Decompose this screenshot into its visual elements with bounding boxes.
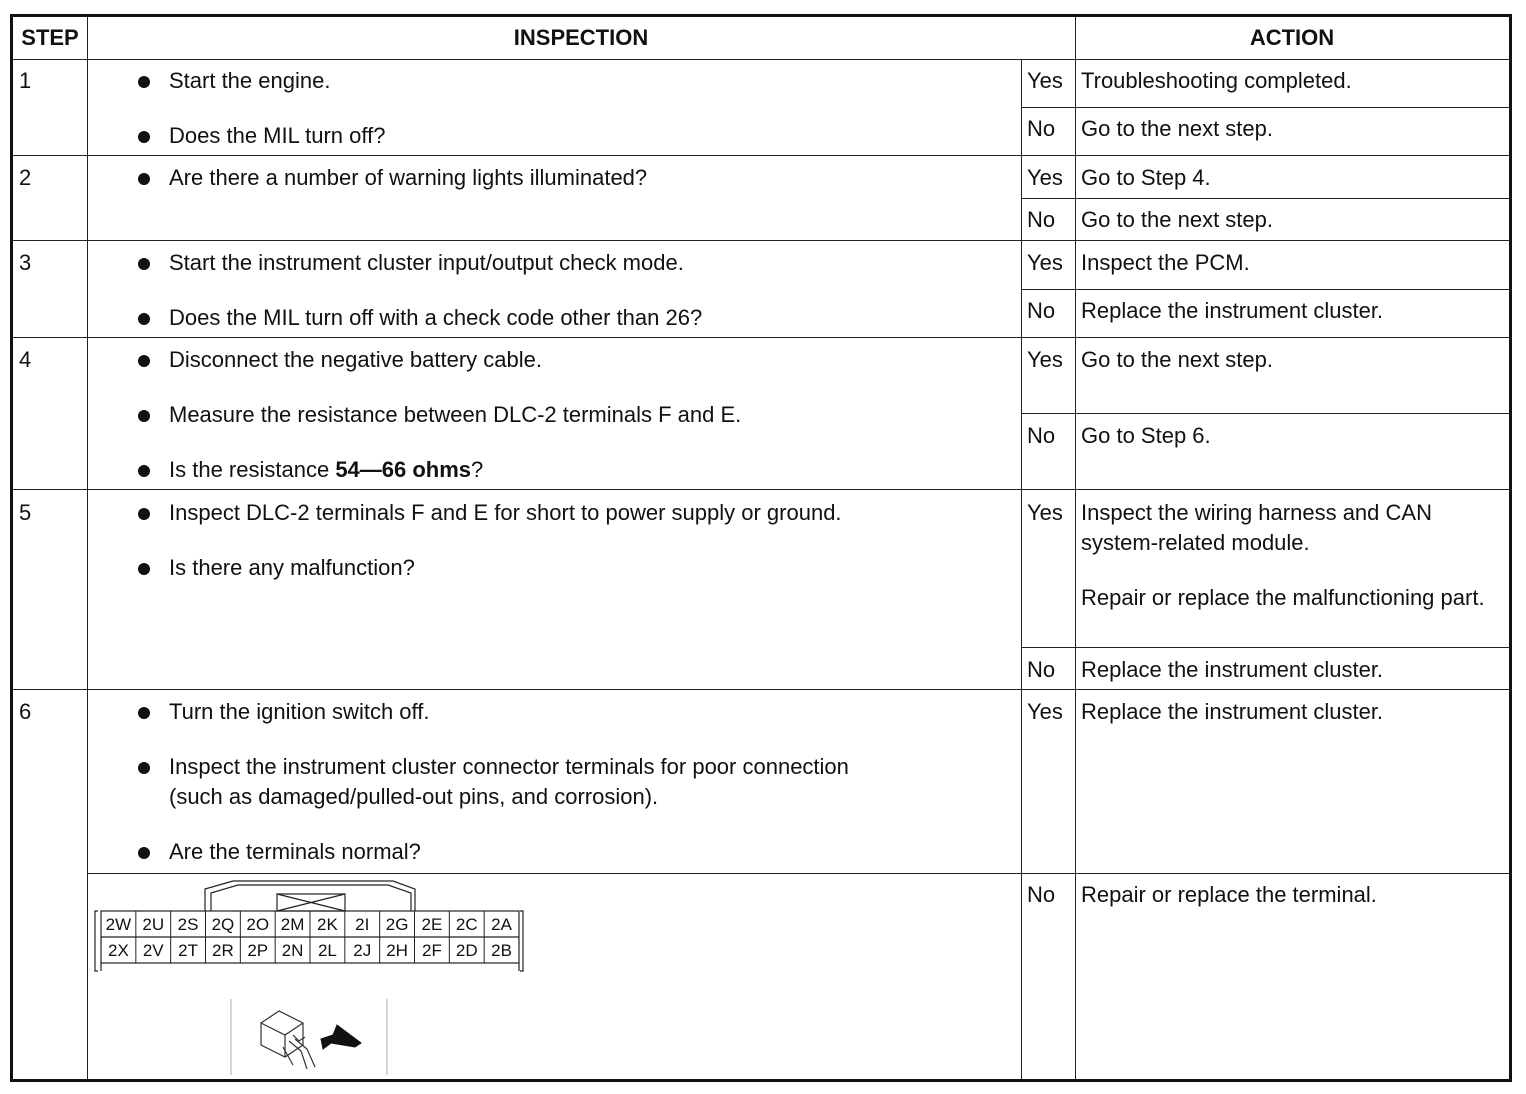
pin-label: 2H (386, 941, 408, 960)
no-label: No (1027, 116, 1056, 141)
check-suffix: ? (471, 457, 484, 482)
inspection-table (10, 14, 1512, 1082)
no-action: Repair or replace the terminal. (1081, 882, 1377, 907)
pin-label: 2X (108, 941, 129, 960)
row-rule (13, 337, 1509, 338)
pin-label: 2B (491, 941, 512, 960)
yes-label: Yes (1027, 250, 1063, 275)
yes-no-rule (1021, 289, 1509, 290)
check-text: Turn the ignition switch off. (169, 699, 430, 724)
yes-action-2: Repair or replace the malfunctioning part. (1081, 585, 1485, 610)
check-text: Inspect the instrument cluster connector terminals for poor connection (169, 754, 849, 779)
pin-label: 2D (455, 941, 478, 960)
pin-label: 2N (281, 941, 304, 960)
yes-label: Yes (1027, 500, 1063, 525)
pin-label: 2O (246, 915, 270, 934)
pin-label: 2K (317, 915, 338, 934)
pin-label: 2W (105, 915, 132, 934)
step-number: 1 (19, 68, 32, 93)
no-label: No (1027, 657, 1056, 682)
pin-label: 2V (142, 941, 164, 960)
check-text-resistance (169, 455, 483, 485)
yes-action: Go to the next step. (1081, 347, 1274, 372)
step-number: 2 (19, 165, 32, 190)
bullet-icon (138, 762, 150, 774)
pin-label: 2M (280, 915, 305, 934)
yes-action: Inspect the wiring harness and CAN system-related module. (1081, 500, 1432, 555)
pin-label: 2T (178, 941, 199, 960)
yes-action: Go to Step 4. (1081, 165, 1211, 190)
yes-label: Yes (1027, 165, 1063, 190)
no-action: Go to the next step. (1081, 116, 1274, 141)
bullet-icon (138, 313, 150, 325)
no-label: No (1027, 423, 1056, 448)
pin-label: 2E (421, 915, 443, 934)
pin-label: 2P (247, 941, 269, 960)
bullet-icon (138, 355, 150, 367)
action-col-rule (1075, 17, 1076, 1079)
bullet-icon (138, 563, 150, 575)
yes-no-rule (1021, 647, 1509, 648)
bullet-icon (138, 465, 150, 477)
bullet-icon (138, 258, 150, 270)
check-text: Inspect DLC-2 terminals F and E for short to power supply or ground. (169, 500, 842, 525)
no-action: Replace the instrument cluster. (1081, 298, 1384, 323)
pin-label: 2S (177, 915, 199, 934)
no-action: Replace the instrument cluster. (1081, 657, 1384, 682)
yes-label: Yes (1027, 347, 1063, 372)
step-col-rule (87, 17, 88, 1079)
check-text-continued: (such as damaged/pulled-out pins, and corrosion). (169, 784, 659, 809)
check-text: Start the instrument cluster input/output check mode. (169, 250, 684, 275)
resistance-spec: 54—66 ohms (335, 457, 472, 482)
row-rule (13, 155, 1509, 156)
no-action: Go to the next step. (1081, 207, 1274, 232)
pin-label: 2L (317, 941, 337, 960)
check-text: Does the MIL turn off with a check code other than 26? (169, 305, 703, 330)
no-action: Go to Step 6. (1081, 423, 1211, 448)
yesno-col-rule (1021, 59, 1022, 1079)
yes-no-rule (1021, 198, 1509, 199)
header-rule (13, 59, 1509, 60)
row-rule (13, 689, 1509, 690)
yes-no-rule (1021, 107, 1509, 108)
pin-label: 2C (455, 915, 478, 934)
pin-label: 2A (491, 915, 512, 934)
check-text: Does the MIL turn off? (169, 123, 386, 148)
check-text: Are the terminals normal? (169, 839, 421, 864)
bullet-icon (138, 173, 150, 185)
yes-action: Replace the instrument cluster. (1081, 699, 1384, 724)
yes-action: Inspect the PCM. (1081, 250, 1250, 275)
check-text: Start the engine. (169, 68, 331, 93)
bullet-icon (138, 76, 150, 88)
pin-label: 2R (212, 941, 234, 960)
check-text: Are there a number of warning lights illuminated? (169, 165, 648, 190)
pin-label: 2Q (211, 915, 235, 934)
header-action: ACTION (1249, 25, 1335, 50)
bullet-icon (138, 131, 150, 143)
yes-action: Troubleshooting completed. (1081, 68, 1352, 93)
yes-no-rule (87, 873, 1509, 874)
yes-label: Yes (1027, 68, 1063, 93)
check-text: Is there any malfunction? (169, 555, 415, 580)
insertion-arrow-icon (321, 1025, 361, 1049)
no-label: No (1027, 298, 1056, 323)
row-rule (13, 240, 1509, 241)
bullet-icon (138, 410, 150, 422)
check-text: Measure the resistance between DLC-2 terminals F and E. (169, 402, 742, 427)
step-number: 6 (19, 699, 32, 724)
bullet-icon (138, 707, 150, 719)
pin-label: 2G (385, 915, 409, 934)
pin-label: 2F (421, 941, 442, 960)
row-rule (13, 489, 1509, 490)
step-number: 5 (19, 500, 32, 525)
pin-label: 2J (353, 941, 372, 960)
yes-label: Yes (1027, 699, 1063, 724)
pin-label: 2I (355, 915, 370, 934)
check-text: Disconnect the negative battery cable. (169, 347, 543, 372)
no-label: No (1027, 882, 1056, 907)
connector-sketch-icon (231, 999, 387, 1075)
connector-diagram (93, 875, 533, 1075)
bullet-icon (138, 847, 150, 859)
no-label: No (1027, 207, 1056, 232)
yes-no-rule (1021, 413, 1509, 414)
header-inspection: INSPECTION (513, 25, 649, 50)
header-step: STEP (21, 25, 79, 50)
step-number: 4 (19, 347, 32, 372)
pin-label: 2U (142, 915, 165, 934)
check-prefix: Is the resistance (169, 457, 336, 482)
bullet-icon (138, 508, 150, 520)
step-number: 3 (19, 250, 32, 275)
